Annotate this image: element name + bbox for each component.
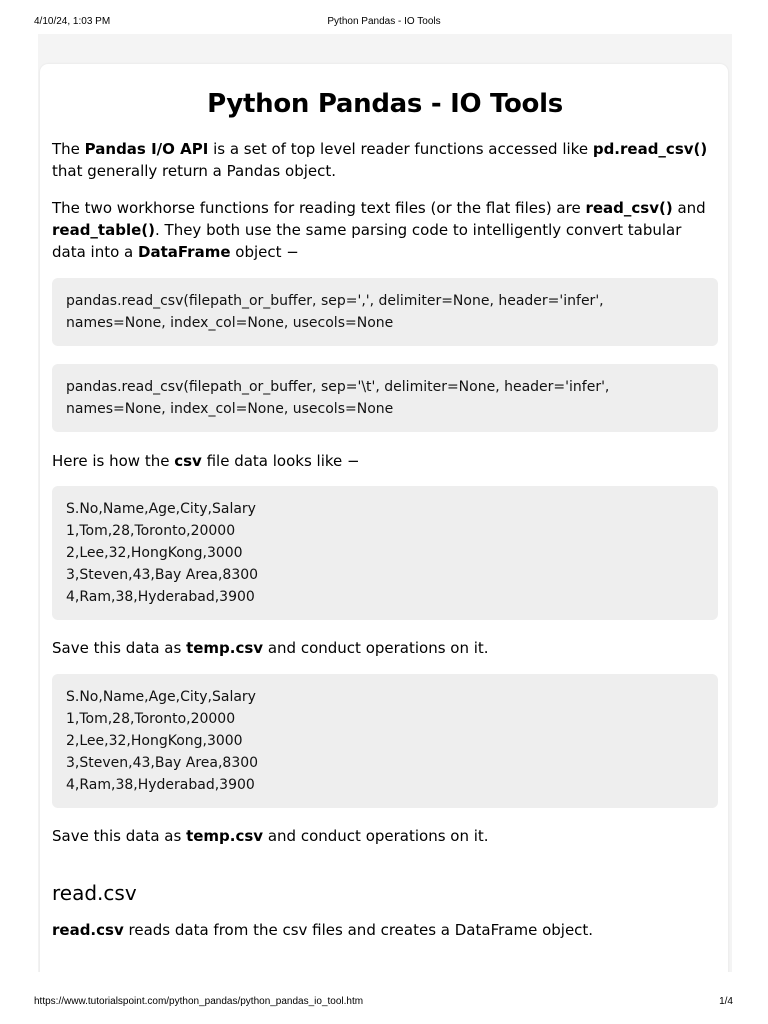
- bold-text: csv: [174, 452, 202, 470]
- text: and conduct operations on it.: [263, 639, 489, 657]
- text: The two workhorse functions for reading text files (or the flat files) are: [52, 199, 586, 217]
- csv-line: S.No,Name,Age,City,Salary: [66, 501, 256, 517]
- code-line: names=None, index_col=None, usecols=None: [66, 401, 394, 417]
- text: Save this data as: [52, 639, 187, 657]
- save-paragraph: [52, 637, 718, 659]
- bold-text: temp.csv: [186, 827, 264, 845]
- bold-text: read_csv(): [585, 199, 673, 217]
- bold-text: temp.csv: [186, 639, 264, 657]
- print-header: [0, 16, 768, 30]
- text: is a set of top level reader functions accessed like: [208, 140, 593, 158]
- text: The: [52, 140, 85, 158]
- text: and conduct operations on it.: [263, 827, 489, 845]
- csv-line: 2,Lee,32,HongKong,3000: [66, 733, 243, 749]
- print-title: Python Pandas - IO Tools: [327, 16, 441, 27]
- page-background: [38, 34, 732, 972]
- print-footer: [0, 996, 768, 1010]
- csv-line: 3,Steven,43,Bay Area,8300: [66, 755, 259, 771]
- save-paragraph: [52, 825, 718, 847]
- csv-line: 3,Steven,43,Bay Area,8300: [66, 567, 259, 583]
- csv-data-block: [52, 674, 718, 808]
- page-url: https://www.tutorialspoint.com/python_pandas/python_pandas_io_tool.htm: [34, 996, 364, 1007]
- csv-line: 1,Tom,28,Toronto,20000: [66, 711, 236, 727]
- text: object −: [230, 243, 299, 261]
- csv-line: 4,Ram,38,Hyderabad,3900: [66, 589, 255, 605]
- code-line: pandas.read_csv(filepath_or_buffer, sep=',', delimiter=None, header='infer',: [66, 293, 604, 309]
- page-title: Python Pandas - IO Tools: [207, 89, 563, 119]
- code-line: names=None, index_col=None, usecols=None: [66, 315, 394, 331]
- text: that generally return a Pandas object.: [52, 162, 337, 180]
- read-csv-paragraph: [52, 919, 718, 941]
- text: reads data from the csv files and creates a DataFrame object.: [123, 921, 594, 939]
- code-block-read-csv: [52, 278, 718, 346]
- code-block-read-table: [52, 364, 718, 432]
- bold-text: pd.read_csv(): [592, 140, 708, 158]
- csv-data-block: [52, 486, 718, 620]
- text: file data looks like −: [201, 452, 360, 470]
- print-date: 4/10/24, 1:03 PM: [34, 16, 111, 27]
- page-number: 1/4: [719, 996, 733, 1007]
- article-card: [40, 64, 728, 972]
- csv-line: 2,Lee,32,HongKong,3000: [66, 545, 243, 561]
- csv-line: 4,Ram,38,Hyderabad,3900: [66, 777, 255, 793]
- text: . They both use the same parsing code to intelligently convert tabular data into a: [52, 221, 682, 261]
- text: Here is how the: [52, 452, 175, 470]
- csv-intro-paragraph: [52, 450, 718, 472]
- bold-text: read.csv: [52, 921, 124, 939]
- code-line: pandas.read_csv(filepath_or_buffer, sep='\t', delimiter=None, header='infer',: [66, 379, 610, 395]
- text: Save this data as: [52, 827, 187, 845]
- csv-line: 1,Tom,28,Toronto,20000: [66, 523, 236, 539]
- text: and: [672, 199, 706, 217]
- bold-text: Pandas I/O API: [84, 140, 209, 158]
- section-title-read-csv: read.csv: [52, 881, 137, 905]
- intro-paragraph: [52, 138, 718, 182]
- bold-text: read_table(): [52, 221, 155, 239]
- csv-line: S.No,Name,Age,City,Salary: [66, 689, 256, 705]
- bold-text: DataFrame: [138, 243, 231, 261]
- workhorse-paragraph: [52, 197, 718, 263]
